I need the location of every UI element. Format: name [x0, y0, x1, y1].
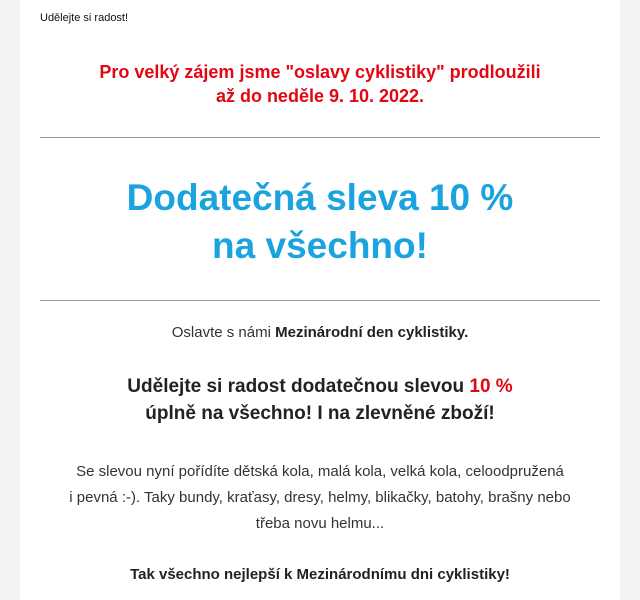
divider-top [40, 137, 600, 138]
intro-text [20, 324, 620, 341]
offer-subheading-text: Udělejte si radost dodatečnou slevou [127, 376, 470, 397]
intro-bold: Mezinárodní den cyklistiky. [275, 324, 469, 341]
offer-subheading-line2: úplně na všechno! I na zlevněné zboží! [145, 403, 495, 424]
extension-headline-line1: Pro velký zájem jsme "oslavy cyklistiky" prodloužili [99, 62, 541, 82]
body-line3: třeba novu helmu... [255, 515, 385, 532]
body-paragraph [32, 459, 608, 537]
preheader-text: Udělejte si radost! [40, 12, 129, 24]
divider-bottom [40, 300, 600, 301]
extension-headline-line2: až do neděle 9. 10. 2022. [215, 86, 425, 106]
discount-hero-title [20, 174, 620, 270]
discount-hero-line1: Dodatečná sleva 10 % [126, 177, 514, 218]
email-body [20, 0, 620, 600]
offer-subheading [20, 373, 620, 427]
extension-headline [20, 60, 620, 108]
closing-text: Tak všechno nejlepší k Mezinárodnímu dni cyklistiky! [130, 566, 510, 583]
body-line1: Se slevou nyní pořídíte dětská kola, malá kola, velká kola, celoodpružená [76, 463, 564, 480]
offer-percent: 10 % [469, 376, 513, 397]
offer-subheading-line1 [20, 373, 620, 400]
intro-prefix: Oslavte s námi [171, 324, 276, 341]
discount-hero-line2: na všechno! [212, 225, 428, 266]
body-line2: i pevná :-). Taky bundy, kraťasy, dresy, helmy, blikačky, batohy, brašny nebo [69, 489, 571, 506]
